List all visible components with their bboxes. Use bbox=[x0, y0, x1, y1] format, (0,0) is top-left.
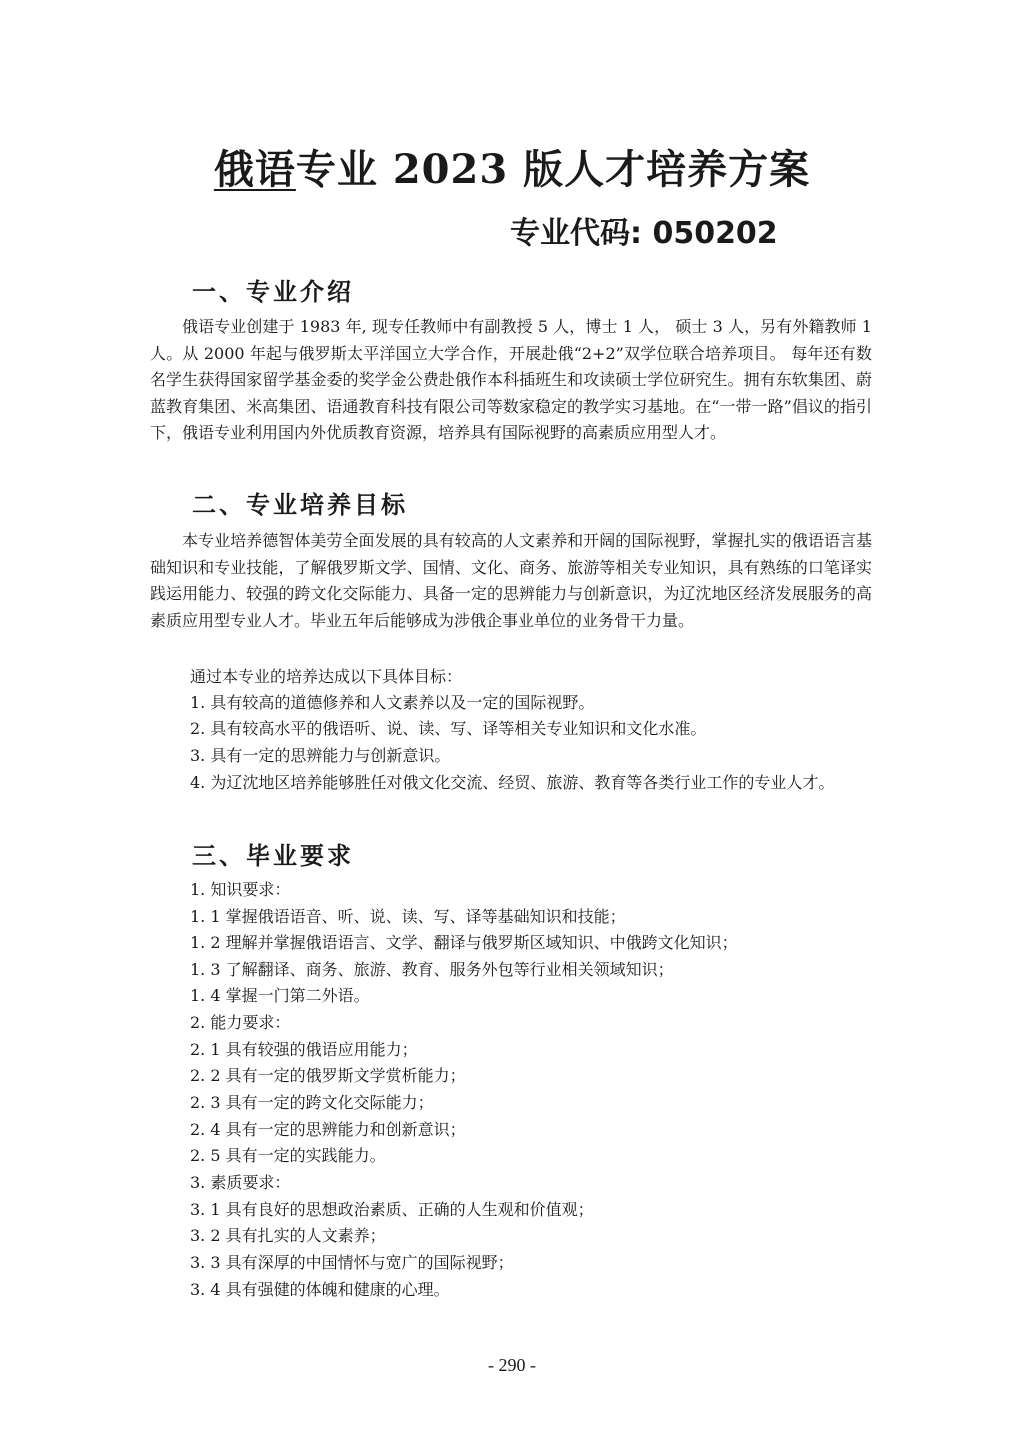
goal-item: 2. 具有较高水平的俄语听、说、读、写、译等相关专业知识和文化水准。 bbox=[190, 719, 707, 738]
requirement-line: 2. 能力要求： bbox=[190, 1013, 291, 1032]
requirement-line: 3. 1 具有良好的思想政治素质、正确的人生观和价值观； bbox=[190, 1200, 594, 1219]
requirement-line: 1. 4 掌握一门第二外语。 bbox=[190, 986, 370, 1005]
title-rest: 专业 2023 版人才培养方案 bbox=[295, 146, 811, 193]
goals-intro-line: 通过本专业的培养达成以下具体目标： bbox=[190, 667, 463, 686]
intro-paragraph: 俄语专业创建于 1983 年, 现专任教师中有副教授 5 人，博士 1 人， 硕士 3 人，另有外籍教师 1 人。从 2000 年起与俄罗斯太平洋国立大学合作，开展赴俄“2+2”双学位联合培养项目。 每年还有数名学生获得国家留学基金委的奖学金公费赴俄作本科插班生和攻读硕士学位研究生。拥有东软集团、蔚蓝教育集团、米高集团、语通教育科技有限公司等数家稳定的教学实习基地。在“一带一路”倡议的指引下，俄语专业利用国内外优质教育资源，培养具有国际视野的高素质应用型人才。 bbox=[150, 317, 872, 442]
section-heading-intro: 一、专业介绍 bbox=[192, 278, 354, 306]
requirement-line: 2. 3 具有一定的跨文化交际能力； bbox=[190, 1093, 434, 1112]
goals-paragraph: 本专业培养德智体美劳全面发展的具有较高的人文素养和开阔的国际视野，掌握扎实的俄语语言基础知识和专业技能，了解俄罗斯文学、国情、文化、商务、旅游等相关专业知识，具有熟练的口笔译实践运用能力、较强的跨文化交际能力、具备一定的思辨能力与创新意识，为辽沈地区经济发展服务的高素质应用型专业人才。毕业五年后能够成为涉俄企事业单位的业务骨干力量。 bbox=[150, 531, 872, 630]
goal-item: 3. 具有一定的思辨能力与创新意识。 bbox=[190, 746, 451, 765]
requirement-line: 2. 2 具有一定的俄罗斯文学赏析能力； bbox=[190, 1066, 466, 1085]
requirement-line: 1. 2 理解并掌握俄语语言、文学、翻译与俄罗斯区域知识、中俄跨文化知识； bbox=[190, 933, 738, 952]
goal-item: 1. 具有较高的道德修养和人文素养以及一定的国际视野。 bbox=[190, 693, 595, 712]
requirement-line: 2. 1 具有较强的俄语应用能力； bbox=[190, 1040, 418, 1059]
requirement-line: 2. 4 具有一定的思辨能力和创新意识； bbox=[190, 1120, 466, 1139]
major-code: 专业代码: 050202 bbox=[510, 216, 778, 251]
title-underlined-part: 俄语 bbox=[213, 146, 296, 193]
requirement-line: 1. 3 了解翻译、商务、旅游、教育、服务外包等行业相关领域知识； bbox=[190, 960, 674, 979]
requirement-line: 3. 素质要求： bbox=[190, 1173, 291, 1192]
page-number: - 290 - bbox=[488, 1355, 536, 1375]
requirement-line: 1. 知识要求： bbox=[190, 880, 291, 899]
requirement-line: 3. 2 具有扎实的人文素养； bbox=[190, 1226, 386, 1245]
requirement-line: 3. 3 具有深厚的中国情怀与宽广的国际视野； bbox=[190, 1253, 514, 1272]
requirement-line: 1. 1 掌握俄语语音、听、说、读、写、译等基础知识和技能； bbox=[190, 907, 626, 926]
requirement-line: 2. 5 具有一定的实践能力。 bbox=[190, 1146, 386, 1165]
goal-item: 4. 为辽沈地区培养能够胜任对俄文化交流、经贸、旅游、教育等各类行业工作的专业人才。 bbox=[190, 773, 835, 792]
requirement-line: 3. 4 具有强健的体魄和健康的心理。 bbox=[190, 1280, 450, 1299]
page-title bbox=[0, 138, 1024, 195]
section-heading-requirements: 三、毕业要求 bbox=[192, 842, 354, 870]
section-heading-goals: 二、专业培养目标 bbox=[192, 491, 408, 519]
